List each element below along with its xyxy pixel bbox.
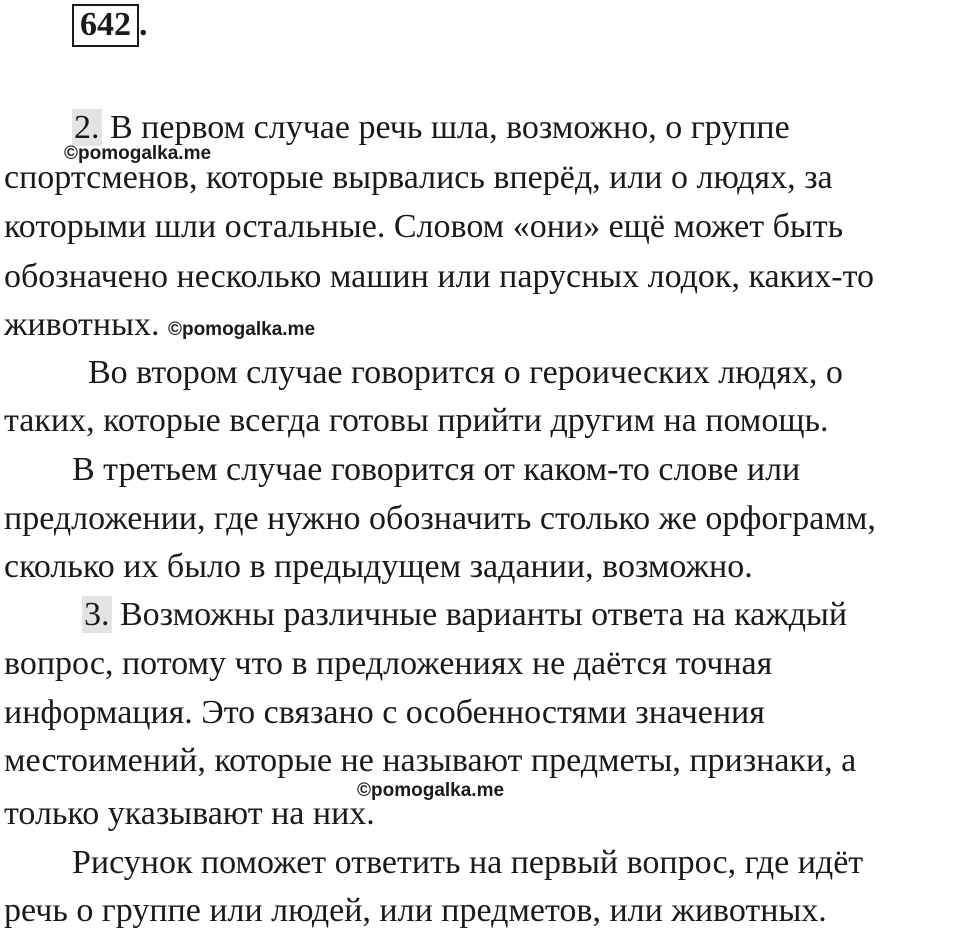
text-line-17: речь о группе или людей, или предметов, или животных. — [4, 892, 827, 929]
text-line-8: В третьем случае говорится от каком-то слове или — [72, 451, 801, 488]
line-11-text: Возможны различные варианты ответа на каждый — [111, 596, 848, 633]
text-line-1 — [72, 111, 790, 145]
text-line-13: информация. Это связано с особенностями значения — [4, 694, 765, 731]
text-line-11 — [82, 598, 847, 632]
task-number-dot: . — [139, 6, 148, 43]
task-number-box: 642 — [72, 4, 139, 47]
watermark-2: ©pomogalka.me — [167, 319, 316, 340]
text-line-16: Рисунок поможет ответить на первый вопрос, где идёт — [72, 844, 864, 881]
text-line-3: которыми шли остальные. Словом «они» ещё может быть — [4, 208, 844, 245]
item-marker-3: 3. — [84, 596, 110, 633]
line-1-text: В первом случае речь шла, возможно, о группе — [101, 109, 790, 146]
text-line-5 — [4, 308, 315, 342]
item-marker-2: 2. — [74, 109, 100, 146]
text-line-6: Во втором случае говорится о героических людях, о — [88, 354, 843, 391]
line-5-text: животных. — [4, 306, 160, 343]
text-line-2: спортсменов, которые вырвались вперёд, или о людях, за — [4, 159, 833, 196]
text-line-14: местоимений, которые не называют предметы, признаки, а — [4, 742, 857, 779]
text-line-15: только указывают на них. — [4, 795, 375, 832]
text-line-7: таких, которые всегда готовы прийти другим на помощь. — [4, 402, 829, 439]
text-line-12: вопрос, потому что в предложениях не даётся точная — [4, 645, 773, 682]
watermark-3: ©pomogalka.me — [357, 780, 505, 801]
text-line-9: предложении, где нужно обозначить столько же орфограмм, — [4, 500, 876, 537]
watermark-1: ©pomogalka.me — [64, 143, 212, 164]
text-line-4: обозначено несколько машин или парусных лодок, каких-то — [4, 258, 874, 295]
text-line-10: сколько их было в предыдущем задании, возможно. — [4, 548, 753, 585]
task-number — [72, 4, 148, 47]
